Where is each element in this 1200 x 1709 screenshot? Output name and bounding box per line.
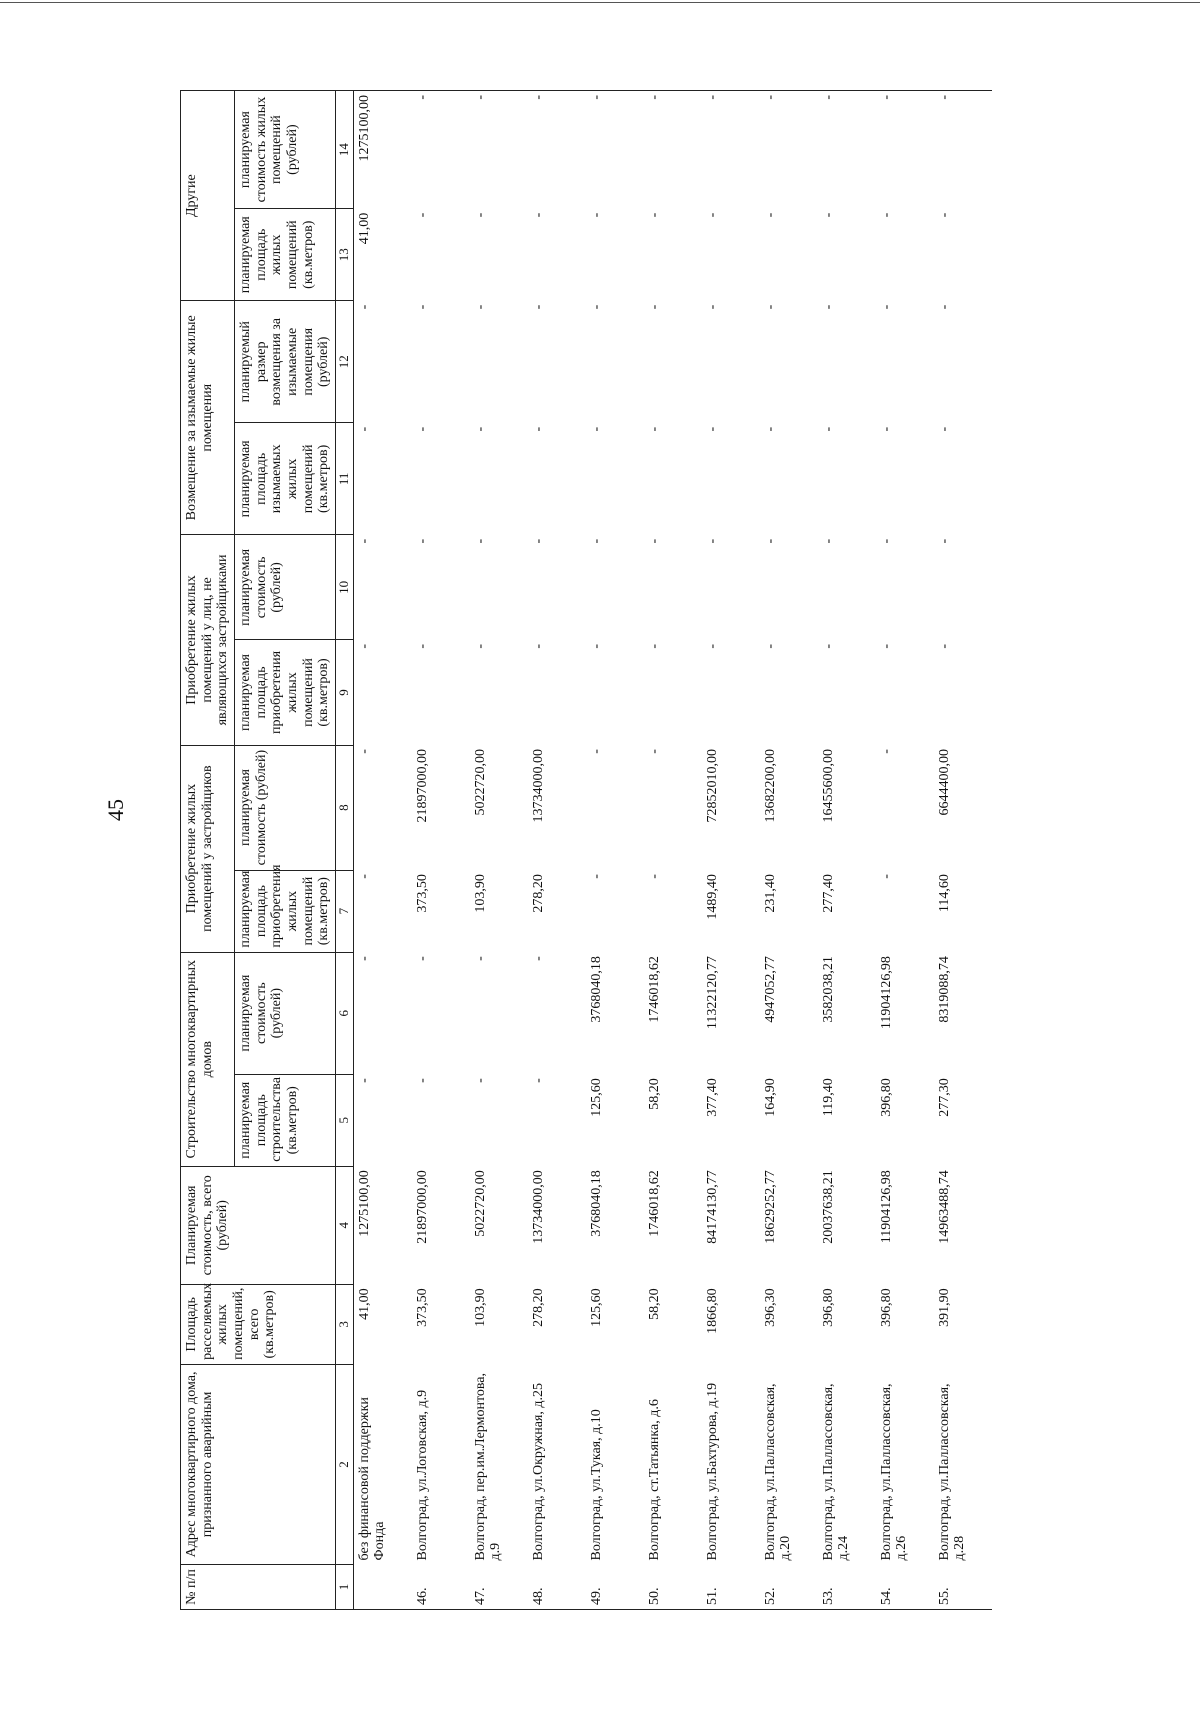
column-number-row: [336, 91, 354, 1610]
page-number: 45: [103, 799, 128, 821]
header-group-developers: Приобретение жилых помещений у застройщиков: [181, 745, 235, 952]
table-row: [818, 91, 876, 1610]
cell-c5: -: [414, 1078, 430, 1083]
column-number: 7: [336, 870, 354, 952]
cell-c14: -: [702, 91, 760, 209]
cell-c8: 5022720,00: [472, 749, 488, 816]
cell-c3: 1866,80: [704, 1288, 720, 1334]
header-col-13: планируемая площадь жилых помещений (кв.метров): [235, 209, 336, 301]
cell-c4: 1746018,62: [646, 1170, 662, 1237]
cell-c14: -: [412, 91, 470, 209]
cell-c11: -: [414, 426, 430, 432]
cell-c4: 5022720,00: [472, 1170, 488, 1237]
cell-c9: -: [356, 643, 372, 649]
table-row: [412, 91, 470, 1610]
header-col-14: планируемая стоимость жилых помещений (рублей): [235, 91, 336, 209]
cell-c13: -: [762, 212, 778, 218]
cell-c14: -: [934, 91, 992, 209]
cell-c4: 84174130,77: [704, 1170, 720, 1244]
row-address: Волгоград, ст.Татьянка, д.6: [646, 1399, 662, 1561]
row-address: Волгоград, ул.Паллассовская, д.24: [820, 1383, 852, 1561]
cell-c13: -: [588, 212, 604, 218]
column-number: 6: [336, 952, 354, 1074]
cell-c13: -: [936, 212, 952, 218]
row-address: Волгоград, ул.Окружная, д.25: [530, 1383, 546, 1561]
cell-c3: 391,90: [936, 1288, 952, 1327]
row-index: 55.: [934, 1564, 992, 1609]
row-index: 47.: [470, 1564, 528, 1609]
row-index: 51.: [702, 1564, 760, 1609]
cell-c10: -: [646, 538, 662, 544]
cell-c12: -: [646, 304, 662, 310]
cell-c9: -: [936, 643, 952, 649]
row-index: 48.: [528, 1564, 586, 1609]
header-col-5: планируемая площадь строительства (кв.метров): [235, 1074, 336, 1166]
column-number: 11: [336, 423, 354, 535]
column-number: 12: [336, 301, 354, 423]
cell-c7: -: [878, 874, 894, 879]
column-number: 14: [336, 91, 354, 209]
header-col-7: планируемая площадь приобретения жилых помещений (кв.метров): [235, 870, 336, 952]
cell-c7: 277,40: [820, 874, 836, 913]
cell-c6: -: [356, 956, 372, 961]
header-group-other: Другие: [181, 91, 235, 301]
cell-c9: -: [530, 643, 546, 649]
column-number: 5: [336, 1074, 354, 1166]
row-index: [353, 1564, 412, 1609]
cell-c14: -: [644, 91, 702, 209]
cell-c8: 13734000,00: [530, 749, 546, 823]
header-col-12: планируемый размер возмещения за изымаемые помещения (рублей): [235, 301, 336, 423]
cell-c5: 164,90: [762, 1078, 778, 1117]
cell-c11: -: [704, 426, 720, 432]
cell-c13: -: [646, 212, 662, 218]
cell-c13: -: [472, 212, 488, 218]
cell-c12: -: [878, 304, 894, 310]
cell-c4: 11904126,98: [878, 1170, 894, 1244]
header-group-non-developers: Приобретение жилых помещений у лиц, не являющихся застройщиками: [181, 535, 235, 745]
cell-c8: -: [356, 749, 372, 754]
cell-c9: -: [646, 643, 662, 649]
cell-c7: 231,40: [762, 874, 778, 913]
cell-c8: 13682200,00: [762, 749, 778, 823]
header-index: № п/п: [181, 1564, 336, 1609]
cell-c9: -: [704, 643, 720, 649]
table-row: [876, 91, 934, 1610]
cell-c7: 278,20: [530, 874, 546, 913]
cell-c8: 21897000,00: [414, 749, 430, 823]
cell-c7: -: [588, 874, 604, 879]
cell-c9: -: [472, 643, 488, 649]
cell-c11: -: [646, 426, 662, 432]
cell-c8: 72852010,00: [704, 749, 720, 823]
cell-c7: 1489,40: [704, 874, 720, 920]
cell-c6: -: [414, 956, 430, 961]
column-number: 9: [336, 640, 354, 745]
rotated-table-page: [180, 90, 1070, 1610]
cell-c3: 396,30: [762, 1288, 778, 1327]
cell-c8: -: [588, 749, 604, 754]
cell-c12: -: [588, 304, 604, 310]
header-col-8: планируемая стоимость (рублей): [235, 745, 336, 870]
cell-c10: -: [472, 538, 488, 544]
cell-c14: -: [818, 91, 876, 209]
cell-c13: -: [704, 212, 720, 218]
table-row: [470, 91, 528, 1610]
row-address: Волгоград, пер.им.Лермонтова, д.9: [472, 1372, 504, 1561]
cell-c3: 373,50: [414, 1288, 430, 1327]
cell-c6: 3582038,21: [820, 956, 836, 1023]
header-col-6: планируемая стоимость (рублей): [235, 952, 336, 1074]
cell-c6: 11322120,77: [704, 956, 720, 1030]
cell-c10: -: [878, 538, 894, 544]
cell-c9: -: [762, 643, 778, 649]
cell-c11: -: [588, 426, 604, 432]
cell-c13: -: [820, 212, 836, 218]
cell-c7: 373,50: [414, 874, 430, 913]
top-rule: [0, 2, 1200, 3]
table-row: [528, 91, 586, 1610]
cell-c7: 114,60: [936, 874, 952, 913]
cell-c5: 277,30: [936, 1078, 952, 1117]
column-number: 1: [336, 1564, 354, 1609]
cell-c10: -: [414, 538, 430, 544]
cell-c11: -: [356, 426, 372, 432]
cell-c6: -: [472, 956, 488, 961]
cell-c7: 103,90: [472, 874, 488, 913]
header-area-total: Площадь расселяемых жилых помещений, всего (кв.метров): [181, 1284, 336, 1364]
cell-c4: 20037638,21: [820, 1170, 836, 1244]
cell-c8: -: [878, 749, 894, 754]
cell-c11: -: [936, 426, 952, 432]
cell-c5: -: [356, 1078, 372, 1083]
cell-c10: -: [820, 538, 836, 544]
cell-c12: -: [936, 304, 952, 310]
cell-c9: -: [588, 643, 604, 649]
header-address: Адрес многоквартирного дома, признанного аварийным: [181, 1364, 336, 1564]
cell-c8: -: [646, 749, 662, 754]
cell-c13: -: [530, 212, 546, 218]
cell-c12: -: [414, 304, 430, 310]
cell-c12: -: [704, 304, 720, 310]
cell-c6: 1746018,62: [646, 956, 662, 1023]
cell-c3: 41,00: [356, 1288, 372, 1320]
row-index: 46.: [412, 1564, 470, 1609]
cell-c4: 18629252,77: [762, 1170, 778, 1244]
cell-c5: 119,40: [820, 1078, 836, 1117]
cell-c6: 8319088,74: [936, 956, 952, 1023]
resettlement-table: [180, 90, 992, 1610]
cell-c6: -: [530, 956, 546, 961]
table-row: [760, 91, 818, 1610]
cell-c12: -: [472, 304, 488, 310]
table-row: [702, 91, 760, 1610]
cell-c4: 13734000,00: [530, 1170, 546, 1244]
cell-c10: -: [936, 538, 952, 544]
column-number: 2: [336, 1364, 354, 1564]
cell-c12: -: [820, 304, 836, 310]
cell-c5: -: [472, 1078, 488, 1083]
cell-c11: -: [820, 426, 836, 432]
column-number: 3: [336, 1284, 354, 1364]
cell-c3: 103,90: [472, 1288, 488, 1327]
cell-c8: 16455600,00: [820, 749, 836, 823]
cell-c13: 41,00: [356, 212, 372, 245]
header-col-9: планируемая площадь приобретения жилых помещений (кв.метров): [235, 640, 336, 745]
cell-c11: -: [472, 426, 488, 432]
cell-c6: 11904126,98: [878, 956, 894, 1030]
column-number: 10: [336, 535, 354, 640]
table-row: [644, 91, 702, 1610]
row-index: 54.: [876, 1564, 934, 1609]
row-address: Волгоград, ул.Паллассовская, д.28: [936, 1383, 968, 1561]
cell-c3: 278,20: [530, 1288, 546, 1327]
table-row: [934, 91, 992, 1610]
row-address: Волгоград, ул.Паллассовская, д.26: [878, 1383, 910, 1561]
cell-c5: -: [530, 1078, 546, 1083]
table-row: [353, 91, 412, 1610]
row-address: без финансовой поддержки Фонда: [356, 1397, 388, 1561]
cell-c9: -: [878, 643, 894, 649]
cell-c9: -: [414, 643, 430, 649]
cell-c9: -: [820, 643, 836, 649]
cell-c11: -: [530, 426, 546, 432]
cell-c14: -: [760, 91, 818, 209]
column-number: 13: [336, 209, 354, 301]
cell-c5: 396,80: [878, 1078, 894, 1117]
row-address: Волгоград, ул.Бахтурова, д.19: [704, 1382, 720, 1561]
cell-c11: -: [878, 426, 894, 432]
cell-c10: -: [356, 538, 372, 544]
row-index: 53.: [818, 1564, 876, 1609]
cell-c4: 3768040,18: [588, 1170, 604, 1237]
cell-c7: -: [646, 874, 662, 879]
cell-c14: -: [528, 91, 586, 209]
cell-c12: -: [356, 304, 372, 310]
cell-c12: -: [762, 304, 778, 310]
cell-c3: 396,80: [820, 1288, 836, 1327]
cell-c10: -: [530, 538, 546, 544]
cell-c14: -: [586, 91, 644, 209]
column-number: 4: [336, 1166, 354, 1284]
cell-c14: -: [470, 91, 528, 209]
cell-c13: -: [414, 212, 430, 218]
header-col-11: планируемая площадь изымаемых жилых помещений (кв.метров): [235, 423, 336, 535]
row-index: 52.: [760, 1564, 818, 1609]
cell-c11: -: [762, 426, 778, 432]
cell-c10: -: [588, 538, 604, 544]
cell-c5: 377,40: [704, 1078, 720, 1117]
cell-c14: -: [876, 91, 934, 209]
cell-c6: 3768040,18: [588, 956, 604, 1023]
row-address: Волгоград, ул.Паллассовская, д.20: [762, 1383, 794, 1561]
cell-c3: 58,20: [646, 1288, 662, 1320]
table-row: [586, 91, 644, 1610]
cell-c8: 6644400,00: [936, 749, 952, 816]
cell-c5: 125,60: [588, 1078, 604, 1117]
cell-c10: -: [762, 538, 778, 544]
row-index: 49.: [586, 1564, 644, 1609]
row-address: Волгоград, ул.Тукая, д.10: [588, 1409, 604, 1561]
cell-c5: 58,20: [646, 1078, 662, 1110]
header-group-compensation: Возмещение за изымаемые жилые помещения: [181, 301, 235, 535]
header-col-10: планируемая стоимость (рублей): [235, 535, 336, 640]
cell-c12: -: [530, 304, 546, 310]
cell-c10: -: [704, 538, 720, 544]
cell-c13: -: [878, 212, 894, 218]
cell-c14: 1275100,00: [353, 91, 412, 209]
cell-c6: 4947052,77: [762, 956, 778, 1023]
row-index: 50.: [644, 1564, 702, 1609]
cell-c3: 396,80: [878, 1288, 894, 1327]
cell-c3: 125,60: [588, 1288, 604, 1327]
cell-c4: 14963488,74: [936, 1170, 952, 1244]
cell-c4: 1275100,00: [356, 1170, 372, 1237]
cell-c4: 21897000,00: [414, 1170, 430, 1244]
cell-c7: -: [356, 874, 372, 879]
row-address: Волгоград, ул.Логовская, д.9: [414, 1389, 430, 1561]
header-cost-total: Планируемая стоимость, всего (рублей): [181, 1166, 336, 1284]
column-number: 8: [336, 745, 354, 870]
header-group-construction: Строительство многоквартирных домов: [181, 952, 235, 1166]
